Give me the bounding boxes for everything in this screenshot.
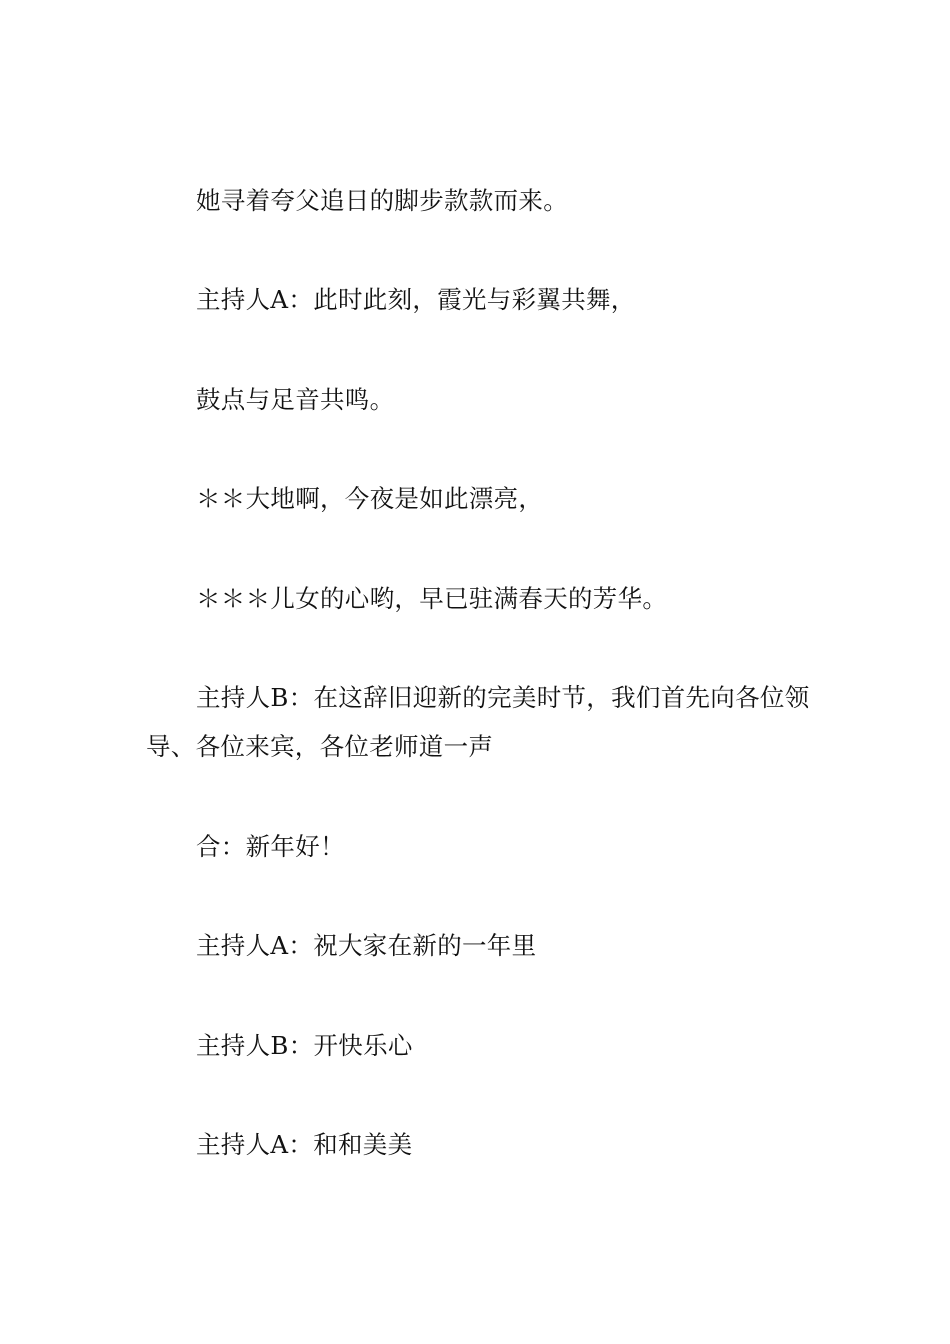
paragraph: 主持人A：此时此刻，霞光与彩翼共舞， — [196, 285, 636, 314]
paragraph: 主持人B：开快乐心 — [196, 1031, 413, 1060]
paragraph: 合：新年好！ — [196, 832, 345, 861]
paragraph: 主持人B：在这辞旧迎新的完美时节，我们首先向各位领导、各位来宾，各位老师道一声 — [146, 683, 810, 761]
paragraph: 主持人A：和和美美 — [196, 1130, 413, 1159]
paragraph: ＊＊＊儿女的心哟，早已驻满春天的芳华。 — [196, 584, 668, 613]
paragraph: 她寻着夸父追日的脚步款款而来。 — [196, 186, 568, 215]
paragraph: 鼓点与足音共鸣。 — [196, 385, 395, 414]
paragraph: ＊＊大地啊，今夜是如此漂亮， — [196, 484, 544, 513]
paragraph: 主持人A：祝大家在新的一年里 — [196, 931, 537, 960]
